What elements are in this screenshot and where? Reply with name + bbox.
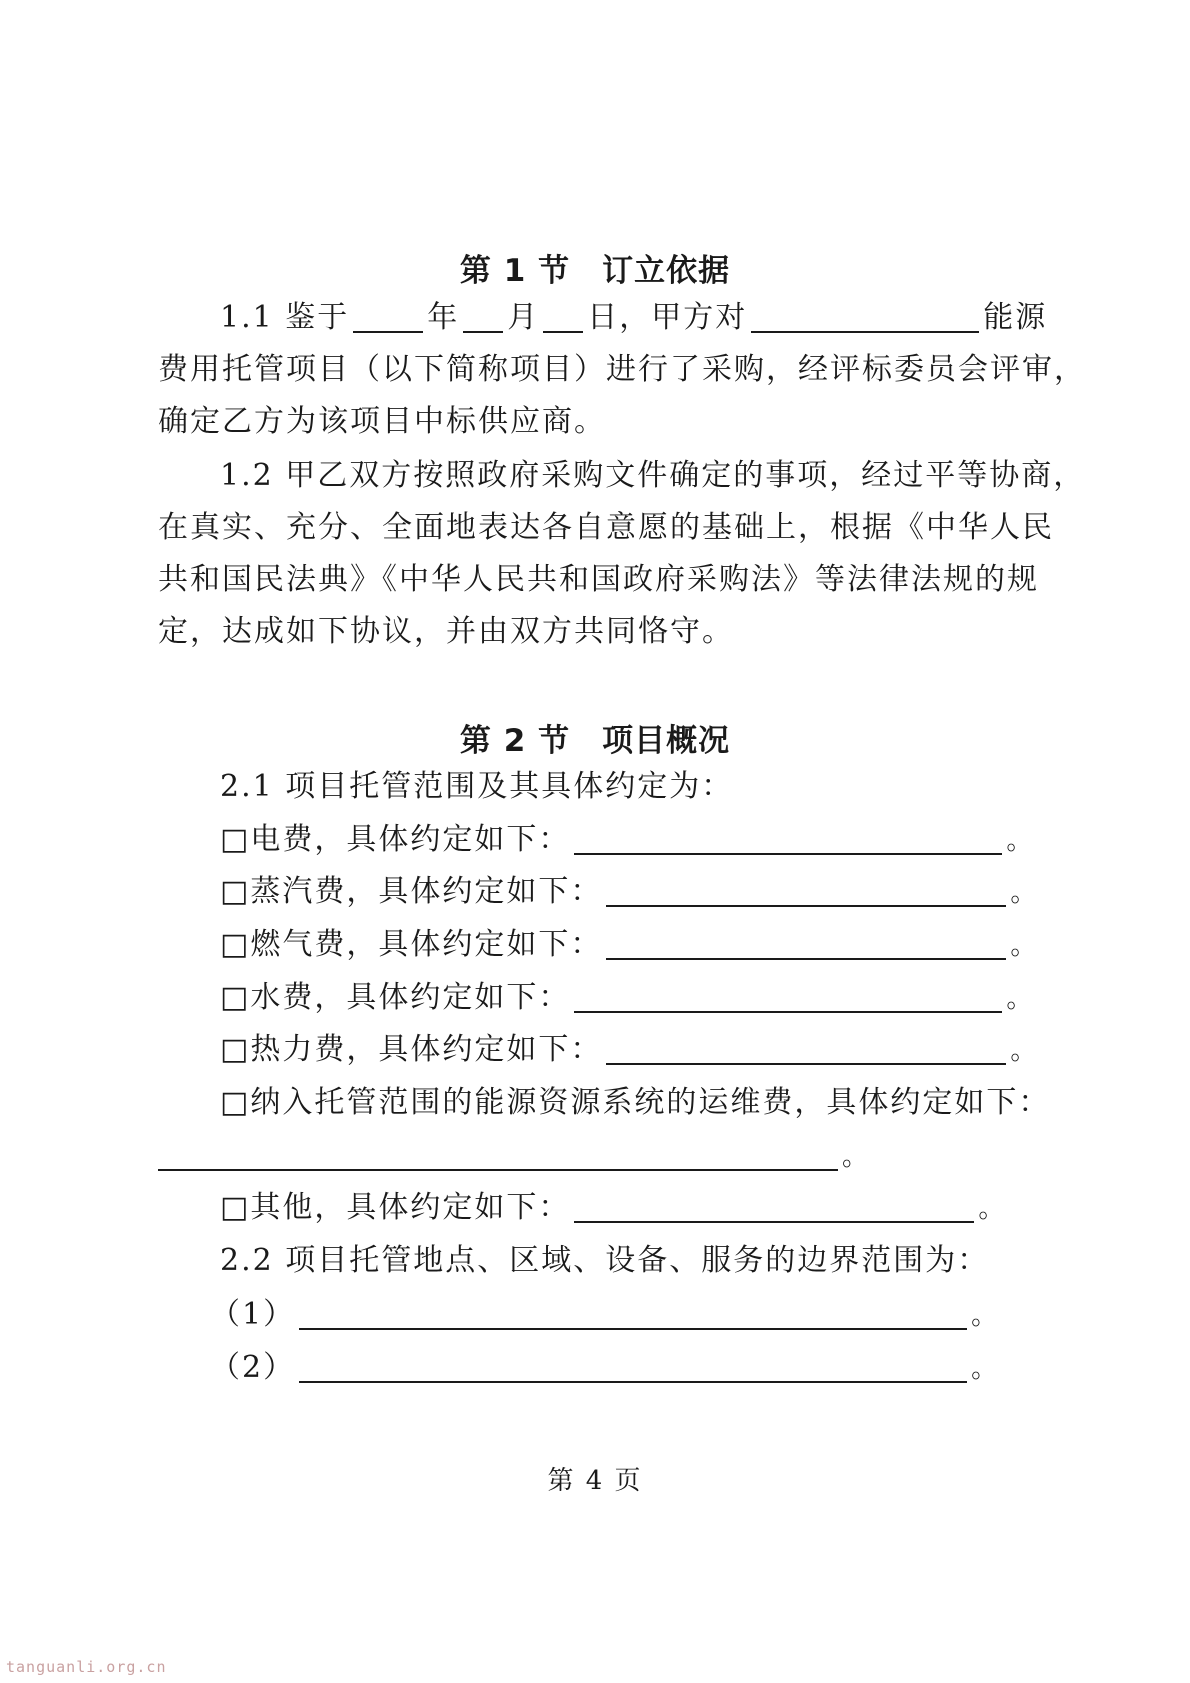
item-water-label: □水费，具体约定如下： [220,980,571,1015]
watermark: tanguanli.org.cn [6,1658,167,1676]
boundary-item-1-number: （1） [210,1297,296,1332]
clause-1-1-lead: 1.1 鉴于 [220,300,350,335]
other-blank[interactable] [574,1191,974,1223]
item-other-label: □其他，具体约定如下： [220,1190,571,1225]
clause-2-2: 2.2 项目托管地点、区域、设备、服务的边界范围为： [220,1243,990,1278]
boundary-item-2 [210,1348,1040,1388]
clause-1-2-line-1: 1.2 甲乙双方按照政府采购文件确定的事项，经过平等协商， [220,458,1086,493]
stop-mark: 。 [842,1142,871,1172]
item-steam[interactable] [220,872,1050,912]
clause-1-1-line-2: 费用托管项目（以下简称项目）进行了采购，经评标委员会评审， [158,352,1086,387]
stop-mark: 。 [971,1354,1000,1384]
clause-1-2-line-3: 共和国民法典》《中华人民共和国政府采购法》等法律法规的规 [158,562,1039,597]
clause-1-1-line-1 [220,298,1050,338]
month-label: 月 [507,300,540,335]
boundary-item-1 [210,1295,1040,1335]
year-label: 年 [427,300,460,335]
item-om-blank-line [158,1136,1048,1176]
stop-mark: 。 [1006,984,1035,1014]
clause-1-2-line-2: 在真实、充分、全面地表达各自意愿的基础上，根据《中华人民 [158,510,1054,545]
item-heat[interactable] [220,1030,1050,1070]
energy-label: 能源 [983,300,1048,335]
clause-2-1: 2.1 项目托管范围及其具体约定为： [220,769,734,804]
heat-blank[interactable] [606,1033,1006,1065]
om-blank[interactable] [158,1139,838,1171]
item-other[interactable] [220,1188,1050,1228]
section-2-heading: 第 2 节 项目概况 [459,723,731,759]
item-heat-label: □热力费，具体约定如下： [220,1032,603,1067]
page-number: 第 4 页 [547,1466,643,1496]
item-water[interactable] [220,978,1050,1018]
stop-mark: 。 [978,1194,1007,1224]
item-gas[interactable] [220,925,1050,965]
item-electricity-label: □电费，具体约定如下： [220,822,571,857]
stop-mark: 。 [971,1301,1000,1331]
clause-1-2-line-4: 定，达成如下协议，并由双方共同恪守。 [158,614,734,649]
section-1-heading: 第 1 节 订立依据 [459,253,731,289]
project-name-blank[interactable] [751,301,979,333]
item-om[interactable]: □纳入托管范围的能源资源系统的运维费，具体约定如下： [220,1085,1051,1120]
stop-mark: 。 [1010,878,1039,908]
boundary-item-2-number: （2） [210,1350,296,1385]
item-steam-label: □蒸汽费，具体约定如下： [220,874,603,909]
steam-blank[interactable] [606,875,1006,907]
boundary-1-blank[interactable] [299,1298,967,1330]
day-blank[interactable] [543,301,583,333]
stop-mark: 。 [1006,826,1035,856]
year-blank[interactable] [353,301,423,333]
stop-mark: 。 [1010,1036,1039,1066]
month-blank[interactable] [463,301,503,333]
day-label: 日，甲方对 [587,300,748,335]
item-electricity[interactable] [220,820,1050,860]
clause-1-1-line-3: 确定乙方为该项目中标供应商。 [158,404,606,439]
stop-mark: 。 [1010,931,1039,961]
water-blank[interactable] [574,981,1002,1013]
gas-blank[interactable] [606,928,1006,960]
electricity-blank[interactable] [574,823,1002,855]
boundary-2-blank[interactable] [299,1351,967,1383]
item-gas-label: □燃气费，具体约定如下： [220,927,603,962]
